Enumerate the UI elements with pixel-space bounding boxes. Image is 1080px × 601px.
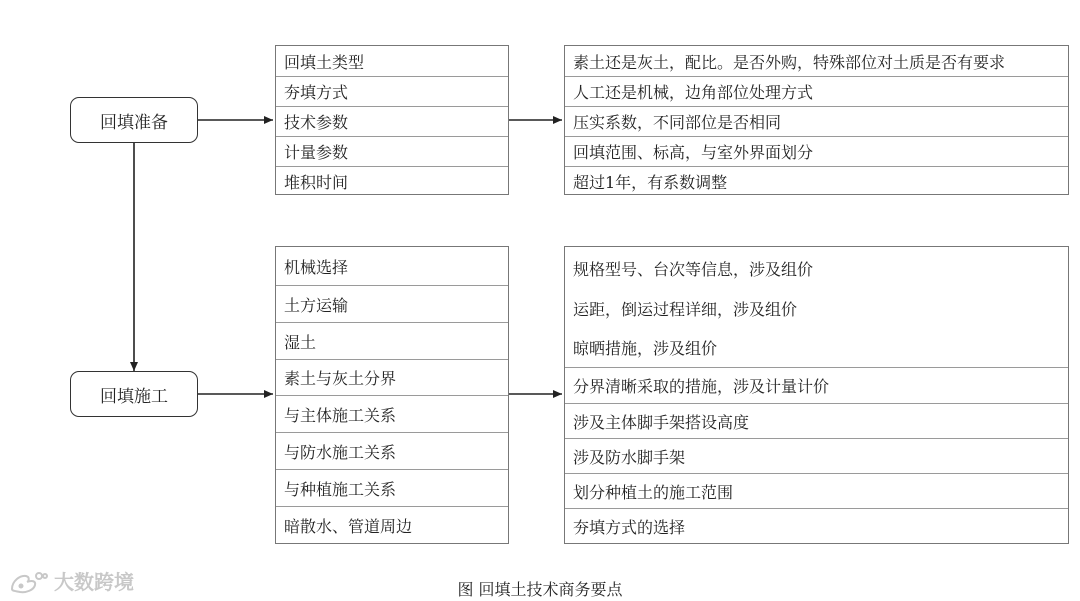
construction-note-row: [565, 247, 1068, 289]
construction-item-row: [276, 359, 508, 395]
watermark: [8, 566, 134, 595]
construction-note-text: 涉及防水脚手架: [573, 447, 686, 467]
construction-item-label: 素土与灰土分界: [284, 369, 397, 388]
construction-item-label: 机械选择: [284, 257, 349, 277]
construction-items-table: [275, 246, 509, 544]
construction-item-row: [276, 247, 508, 285]
prep-note-row: [565, 106, 1068, 136]
construction-note-row: [565, 367, 1068, 403]
construction-item-row: [276, 285, 508, 322]
watermark-text: 大数跨境: [54, 570, 134, 594]
prep-item-label: 计量参数: [284, 143, 349, 162]
construction-notes-table: [564, 246, 1069, 544]
construction-note-text: 运距，倒运过程详细，涉及组价: [573, 299, 798, 319]
prep-item-row: [276, 106, 508, 136]
construction-item-row: [276, 432, 508, 469]
construction-note-text: 划分种植土的施工范围: [573, 482, 734, 502]
prep-note-text: 超过1年，有系数调整: [573, 172, 728, 192]
construction-note-row: [565, 508, 1068, 543]
prep-note-row: [565, 166, 1068, 195]
construction-note-text: 分界清晰采取的措施，涉及计量计价: [573, 377, 830, 396]
construction-note-row: [565, 327, 1068, 367]
prep-item-label: 堆积时间: [284, 172, 349, 192]
construction-item-label: 土方运输: [284, 295, 349, 315]
construction-item-label: 与主体施工关系: [284, 405, 397, 425]
prep-item-row: [276, 46, 508, 76]
construction-note-text: 夯填方式的选择: [573, 517, 686, 537]
prep-items-table: [275, 45, 509, 195]
construction-note-row: [565, 289, 1068, 327]
prep-item-label: 回填土类型: [284, 52, 365, 72]
figure-caption: 图 回填土技术商务要点: [457, 580, 623, 599]
construction-note-row: [565, 473, 1068, 508]
prep-note-row: [565, 76, 1068, 106]
construction-item-label: 与种植施工关系: [284, 479, 397, 499]
construction-item-row: [276, 469, 508, 506]
construction-item-row: [276, 395, 508, 432]
construction-note-row: [565, 403, 1068, 438]
prep-note-text: 压实系数，不同部位是否相同: [573, 113, 782, 132]
construction-item-row: [276, 322, 508, 359]
prep-node: [70, 97, 198, 143]
construction-item-label: 暗散水、管道周边: [284, 516, 413, 536]
construction-note-text: 晾晒措施，涉及组价: [573, 338, 718, 358]
prep-item-row: [276, 136, 508, 166]
construction-node: [70, 371, 198, 417]
prep-item-row: [276, 76, 508, 106]
prep-item-label: 技术参数: [284, 113, 349, 132]
prep-node-label: 回填准备: [100, 112, 168, 133]
construction-note-text: 涉及主体脚手架搭设高度: [573, 412, 750, 432]
construction-item-label: 湿土: [284, 332, 317, 352]
prep-note-row: [565, 136, 1068, 166]
prep-item-label: 夯填方式: [284, 83, 349, 102]
construction-note-row: [565, 438, 1068, 473]
prep-note-text: 人工还是机械，边角部位处理方式: [573, 83, 814, 102]
prep-note-text: 素土还是灰土，配比。是否外购，特殊部位对土质是否有要求: [573, 52, 1006, 72]
prep-item-row: [276, 166, 508, 195]
weibo-icon: [8, 567, 48, 595]
construction-note-text: 规格型号、台次等信息，涉及组价: [573, 259, 814, 279]
construction-item-row: [276, 506, 508, 543]
prep-note-text: 回填范围、标高，与室外界面划分: [573, 143, 814, 162]
construction-node-label: 回填施工: [100, 386, 168, 407]
prep-notes-table: [564, 45, 1069, 195]
construction-item-label: 与防水施工关系: [284, 442, 397, 462]
prep-note-row: [565, 46, 1068, 76]
